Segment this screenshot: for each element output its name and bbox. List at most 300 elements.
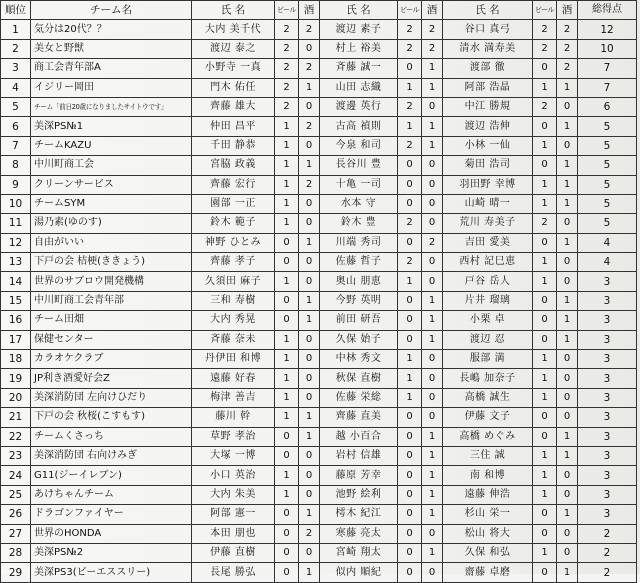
member-3-beer: 1	[533, 446, 557, 465]
table-row	[1, 505, 637, 524]
table-row	[1, 369, 637, 388]
member-1-sake: 0	[299, 194, 320, 213]
rank-cell: 23	[1, 446, 31, 465]
member-2-name: 久保 始子	[320, 330, 398, 349]
member-2-name: 似内 順紀	[320, 563, 398, 582]
member-1-sake: 1	[299, 505, 320, 524]
total-score-cell: 6	[578, 97, 637, 116]
total-score-cell: 3	[578, 505, 637, 524]
member-2-beer: 0	[398, 233, 422, 252]
member-3-sake: 1	[557, 233, 578, 252]
header-beer-3: ビール	[533, 1, 557, 20]
total-score-cell: 7	[578, 59, 637, 78]
member-3-name: 久保 和弘	[443, 543, 533, 562]
member-3-name: 西村 記巳恵	[443, 253, 533, 272]
member-3-name: 阿部 浩晶	[443, 78, 533, 97]
rank-cell: 27	[1, 524, 31, 543]
member-3-sake: 0	[557, 408, 578, 427]
member-1-beer: 1	[275, 156, 299, 175]
rank-cell: 13	[1, 253, 31, 272]
member-2-sake: 0	[422, 97, 443, 116]
member-3-beer: 1	[533, 466, 557, 485]
member-3-sake: 1	[557, 117, 578, 136]
member-1-beer: 0	[275, 311, 299, 330]
member-3-beer: 1	[533, 78, 557, 97]
member-3-sake: 1	[557, 194, 578, 213]
team-name-cell: 商工会青年部A	[31, 59, 192, 78]
member-3-beer: 0	[533, 311, 557, 330]
total-score-cell: 5	[578, 117, 637, 136]
table-row	[1, 466, 637, 485]
member-2-beer: 0	[398, 446, 422, 465]
member-2-name: 佐藤 哲子	[320, 253, 398, 272]
member-3-sake: 0	[557, 136, 578, 155]
member-2-sake: 1	[422, 330, 443, 349]
member-1-name: 齊藤 雄大	[192, 97, 275, 116]
table-row	[1, 543, 637, 562]
member-2-name: 齊藤 直美	[320, 408, 398, 427]
member-1-sake: 0	[299, 136, 320, 155]
table-row	[1, 156, 637, 175]
member-1-name: 仲田 昌平	[192, 117, 275, 136]
member-1-beer: 1	[275, 485, 299, 504]
member-3-beer: 1	[533, 350, 557, 369]
member-3-beer: 1	[533, 272, 557, 291]
member-1-beer: 1	[275, 117, 299, 136]
member-1-name: 草野 孝治	[192, 427, 275, 446]
member-1-name: 伊藤 直樹	[192, 543, 275, 562]
member-3-sake: 1	[557, 311, 578, 330]
member-2-beer: 0	[398, 543, 422, 562]
member-2-beer: 1	[398, 369, 422, 388]
member-2-name: 中林 秀文	[320, 350, 398, 369]
member-2-beer: 0	[398, 505, 422, 524]
team-name-cell: 美深PS№1	[31, 117, 192, 136]
total-score-cell: 3	[578, 272, 637, 291]
member-1-sake: 2	[299, 20, 320, 39]
total-score-cell: 2	[578, 563, 637, 582]
member-3-beer: 0	[533, 291, 557, 310]
member-1-beer: 1	[275, 136, 299, 155]
header-total: 総得点	[578, 1, 637, 20]
total-score-cell: 5	[578, 194, 637, 213]
total-score-cell: 3	[578, 427, 637, 446]
member-3-beer: 0	[533, 59, 557, 78]
member-1-beer: 1	[275, 330, 299, 349]
member-3-beer: 1	[533, 194, 557, 213]
member-3-beer: 1	[533, 485, 557, 504]
table-row	[1, 117, 637, 136]
rank-cell: 12	[1, 233, 31, 252]
member-3-beer: 0	[533, 524, 557, 543]
member-1-sake: 0	[299, 97, 320, 116]
member-1-name: 小口 英治	[192, 466, 275, 485]
member-2-name: 水本 守	[320, 194, 398, 213]
member-1-name: 宮脇 政義	[192, 156, 275, 175]
table-row	[1, 136, 637, 155]
member-1-sake: 1	[299, 427, 320, 446]
member-3-beer: 0	[533, 330, 557, 349]
member-1-beer: 0	[275, 253, 299, 272]
member-3-beer: 1	[533, 369, 557, 388]
member-2-sake: 1	[422, 78, 443, 97]
member-2-beer: 2	[398, 214, 422, 233]
table-row	[1, 214, 637, 233]
member-3-name: 服部 満	[443, 350, 533, 369]
table-row	[1, 330, 637, 349]
member-1-sake: 0	[299, 543, 320, 562]
member-2-sake: 1	[422, 117, 443, 136]
header-beer-1: ビール	[275, 1, 299, 20]
team-name-cell: 湯乃素(ゆのす)	[31, 214, 192, 233]
total-score-cell: 2	[578, 524, 637, 543]
member-1-sake: 0	[299, 369, 320, 388]
team-name-cell: チームくさっち	[31, 427, 192, 446]
member-2-name: 寒藤 亮太	[320, 524, 398, 543]
member-3-name: 谷口 真弓	[443, 20, 533, 39]
member-3-beer: 1	[533, 253, 557, 272]
member-1-name: 小野寺 一真	[192, 59, 275, 78]
header-team: チーム名	[31, 1, 192, 20]
member-1-beer: 0	[275, 233, 299, 252]
rank-cell: 11	[1, 214, 31, 233]
member-2-beer: 0	[398, 563, 422, 582]
member-1-beer: 1	[275, 272, 299, 291]
member-2-name: 長谷川 豊	[320, 156, 398, 175]
member-2-beer: 1	[398, 78, 422, 97]
member-2-sake: 0	[422, 175, 443, 194]
member-1-sake: 1	[299, 563, 320, 582]
member-3-beer: 0	[533, 117, 557, 136]
member-2-beer: 0	[398, 427, 422, 446]
rank-cell: 28	[1, 543, 31, 562]
member-2-sake: 0	[422, 388, 443, 407]
team-name-cell: チームKAZU	[31, 136, 192, 155]
member-3-name: 菊田 浩司	[443, 156, 533, 175]
member-1-beer: 1	[275, 466, 299, 485]
header-name-2: 氏 名	[320, 1, 398, 20]
table-row	[1, 350, 637, 369]
member-1-sake: 0	[299, 39, 320, 58]
rank-cell: 14	[1, 272, 31, 291]
team-name-cell: 下戸の会 秋桜(こすもす)	[31, 408, 192, 427]
member-3-sake: 1	[557, 427, 578, 446]
table-row	[1, 39, 637, 58]
member-1-name: 齊藤 宏行	[192, 175, 275, 194]
rank-cell: 22	[1, 427, 31, 446]
member-1-sake: 0	[299, 214, 320, 233]
table-row	[1, 408, 637, 427]
member-2-beer: 1	[398, 350, 422, 369]
member-3-beer: 1	[533, 175, 557, 194]
member-2-name: 岩村 信雄	[320, 446, 398, 465]
member-3-beer: 1	[533, 543, 557, 562]
member-2-name: 佐藤 栄総	[320, 388, 398, 407]
member-3-sake: 1	[557, 175, 578, 194]
member-2-name: 渡辺 素子	[320, 20, 398, 39]
rank-cell: 19	[1, 369, 31, 388]
rank-cell: 4	[1, 78, 31, 97]
member-3-beer: 2	[533, 97, 557, 116]
table-row	[1, 563, 637, 582]
rank-cell: 5	[1, 97, 31, 116]
member-1-name: 大内 秀晃	[192, 311, 275, 330]
table-row	[1, 272, 637, 291]
table-row	[1, 253, 637, 272]
rank-cell: 21	[1, 408, 31, 427]
member-2-beer: 2	[398, 39, 422, 58]
table-row	[1, 97, 637, 116]
member-3-beer: 0	[533, 156, 557, 175]
member-3-sake: 1	[557, 446, 578, 465]
team-name-cell: 美深消防団 左向けひだり	[31, 388, 192, 407]
member-3-name: 齋藤 卓磨	[443, 563, 533, 582]
table-row	[1, 388, 637, 407]
member-3-name: 高橋 誠生	[443, 388, 533, 407]
total-score-cell: 10	[578, 39, 637, 58]
member-1-name: 梅津 善吉	[192, 388, 275, 407]
member-1-beer: 1	[275, 350, 299, 369]
table-row	[1, 194, 637, 213]
member-2-beer: 2	[398, 20, 422, 39]
table-row	[1, 291, 637, 310]
member-3-sake: 0	[557, 388, 578, 407]
team-name-cell: カラオケクラブ	[31, 350, 192, 369]
header-sake-3: 酒	[557, 1, 578, 20]
table-row	[1, 20, 637, 39]
member-1-sake: 2	[299, 117, 320, 136]
member-2-sake: 1	[422, 59, 443, 78]
member-3-beer: 1	[533, 388, 557, 407]
member-3-sake: 1	[557, 156, 578, 175]
member-2-beer: 0	[398, 175, 422, 194]
member-2-sake: 0	[422, 214, 443, 233]
member-3-name: 羽田野 幸博	[443, 175, 533, 194]
member-1-sake: 1	[299, 408, 320, 427]
total-score-cell: 3	[578, 330, 637, 349]
total-score-cell: 3	[578, 466, 637, 485]
member-2-sake: 0	[422, 156, 443, 175]
member-1-name: 大内 朱美	[192, 485, 275, 504]
table-row	[1, 311, 637, 330]
member-1-name: 神野 ひとみ	[192, 233, 275, 252]
member-2-beer: 0	[398, 156, 422, 175]
member-1-beer: 0	[275, 505, 299, 524]
member-1-name: 阿部 憲一	[192, 505, 275, 524]
member-2-beer: 1	[398, 272, 422, 291]
total-score-cell: 12	[578, 20, 637, 39]
member-2-name: 村上 裕美	[320, 39, 398, 58]
total-score-cell: 3	[578, 485, 637, 504]
member-1-name: 三和 寿樹	[192, 291, 275, 310]
team-name-cell: G11(ジーイレブン)	[31, 466, 192, 485]
header-beer-2: ビール	[398, 1, 422, 20]
member-3-sake: 0	[557, 214, 578, 233]
member-3-name: 渡辺 忍	[443, 330, 533, 349]
member-2-sake: 1	[422, 466, 443, 485]
team-name-cell: 美女と野獣	[31, 39, 192, 58]
member-2-sake: 1	[422, 485, 443, 504]
member-2-beer: 1	[398, 388, 422, 407]
member-1-name: 斉藤 奈未	[192, 330, 275, 349]
member-2-beer: 0	[398, 408, 422, 427]
member-1-sake: 1	[299, 311, 320, 330]
rank-cell: 8	[1, 156, 31, 175]
header-sake-2: 酒	[422, 1, 443, 20]
member-2-sake: 1	[422, 291, 443, 310]
member-1-sake: 1	[299, 233, 320, 252]
member-2-sake: 1	[422, 427, 443, 446]
total-score-cell: 5	[578, 156, 637, 175]
header-sake-1: 酒	[299, 1, 320, 20]
rank-cell: 10	[1, 194, 31, 213]
member-2-beer: 2	[398, 253, 422, 272]
member-1-name: 長尾 勝弘	[192, 563, 275, 582]
member-1-sake: 2	[299, 524, 320, 543]
total-score-cell: 3	[578, 446, 637, 465]
member-2-name: 十亀 一司	[320, 175, 398, 194]
member-3-name: 戸谷 岳人	[443, 272, 533, 291]
member-3-name: 荒川 寿美子	[443, 214, 533, 233]
member-1-sake: 1	[299, 291, 320, 310]
member-3-name: 山崎 晴一	[443, 194, 533, 213]
member-2-sake: 1	[422, 136, 443, 155]
team-name-cell: 下戸の会 桔梗(ききょう)	[31, 253, 192, 272]
member-3-name: 松山 将大	[443, 524, 533, 543]
total-score-cell: 4	[578, 233, 637, 252]
member-3-sake: 0	[557, 524, 578, 543]
rank-cell: 25	[1, 485, 31, 504]
team-name-cell: JP利き酒愛好会Z	[31, 369, 192, 388]
member-1-beer: 1	[275, 408, 299, 427]
member-3-sake: 0	[557, 466, 578, 485]
table-row	[1, 427, 637, 446]
team-name-cell: クリーンサービス	[31, 175, 192, 194]
member-1-beer: 1	[275, 194, 299, 213]
member-2-name: 川端 秀司	[320, 233, 398, 252]
total-score-cell: 4	[578, 253, 637, 272]
member-3-sake: 2	[557, 39, 578, 58]
rank-cell: 6	[1, 117, 31, 136]
member-2-beer: 0	[398, 524, 422, 543]
member-3-sake: 1	[557, 505, 578, 524]
member-1-name: 齊藤 孝子	[192, 253, 275, 272]
member-2-sake: 0	[422, 253, 443, 272]
member-3-beer: 2	[533, 214, 557, 233]
team-name-cell: 美深消防団 右向けみぎ	[31, 446, 192, 465]
member-1-name: 千田 静恭	[192, 136, 275, 155]
member-3-name: 渡辺 浩伸	[443, 117, 533, 136]
member-2-name: 越 小百合	[320, 427, 398, 446]
rank-cell: 17	[1, 330, 31, 349]
member-1-beer: 1	[275, 388, 299, 407]
member-1-name: 本田 朋也	[192, 524, 275, 543]
member-3-sake: 0	[557, 97, 578, 116]
member-1-sake: 2	[299, 59, 320, 78]
member-2-name: 今野 英明	[320, 291, 398, 310]
total-score-cell: 3	[578, 291, 637, 310]
member-2-beer: 1	[398, 117, 422, 136]
member-2-name: 藤原 芳幸	[320, 466, 398, 485]
member-3-sake: 1	[557, 330, 578, 349]
member-2-beer: 0	[398, 311, 422, 330]
team-name-cell: 世界のHONDA	[31, 524, 192, 543]
member-2-sake: 0	[422, 272, 443, 291]
member-1-name: 遠藤 好春	[192, 369, 275, 388]
header-name-3: 氏 名	[443, 1, 533, 20]
team-name-cell: チーム「前日20歳になりましたサイトウです」	[31, 97, 192, 116]
table-row	[1, 524, 637, 543]
table-row	[1, 233, 637, 252]
member-3-name: 渡部 徹	[443, 59, 533, 78]
member-2-sake: 0	[422, 408, 443, 427]
member-1-beer: 2	[275, 78, 299, 97]
member-2-name: 樗木 紀江	[320, 505, 398, 524]
member-1-sake: 0	[299, 350, 320, 369]
member-1-beer: 0	[275, 291, 299, 310]
member-1-sake: 0	[299, 272, 320, 291]
member-2-sake: 0	[422, 563, 443, 582]
team-name-cell: 自由がいい	[31, 233, 192, 252]
rank-cell: 24	[1, 466, 31, 485]
member-1-beer: 1	[275, 214, 299, 233]
member-2-name: 宮崎 翔太	[320, 543, 398, 562]
member-1-name: 鈴木 範子	[192, 214, 275, 233]
member-2-beer: 0	[398, 466, 422, 485]
member-1-beer: 0	[275, 446, 299, 465]
member-3-name: 三住 誠	[443, 446, 533, 465]
member-3-beer: 0	[533, 233, 557, 252]
member-2-sake: 2	[422, 233, 443, 252]
member-1-beer: 1	[275, 369, 299, 388]
header-rank: 順位	[1, 1, 31, 20]
team-name-cell: チームSYM	[31, 194, 192, 213]
team-name-cell: 美深PS№2	[31, 543, 192, 562]
member-3-sake: 0	[557, 253, 578, 272]
team-name-cell: 中川町商工会	[31, 156, 192, 175]
team-name-cell: ドラゴンファイヤー	[31, 505, 192, 524]
member-3-sake: 0	[557, 369, 578, 388]
member-1-sake: 0	[299, 485, 320, 504]
total-score-cell: 2	[578, 543, 637, 562]
member-1-beer: 0	[275, 543, 299, 562]
rank-cell: 2	[1, 39, 31, 58]
member-3-name: 小林 一仙	[443, 136, 533, 155]
member-3-name: 高橋 めぐみ	[443, 427, 533, 446]
member-1-sake: 1	[299, 156, 320, 175]
member-1-name: 渡辺 泰之	[192, 39, 275, 58]
member-1-beer: 0	[275, 563, 299, 582]
member-2-name: 古高 禎則	[320, 117, 398, 136]
member-1-sake: 0	[299, 330, 320, 349]
member-2-name: 前田 研吾	[320, 311, 398, 330]
member-3-sake: 1	[557, 563, 578, 582]
member-3-name: 伊藤 文子	[443, 408, 533, 427]
member-2-sake: 2	[422, 20, 443, 39]
rank-cell: 15	[1, 291, 31, 310]
rank-cell: 18	[1, 350, 31, 369]
member-1-sake: 0	[299, 466, 320, 485]
member-1-beer: 2	[275, 20, 299, 39]
table-row	[1, 485, 637, 504]
member-3-name: 長嶋 加奈子	[443, 369, 533, 388]
member-2-beer: 2	[398, 136, 422, 155]
member-1-beer: 2	[275, 39, 299, 58]
total-score-cell: 3	[578, 369, 637, 388]
header-row	[1, 1, 637, 20]
total-score-cell: 7	[578, 78, 637, 97]
member-1-beer: 0	[275, 524, 299, 543]
